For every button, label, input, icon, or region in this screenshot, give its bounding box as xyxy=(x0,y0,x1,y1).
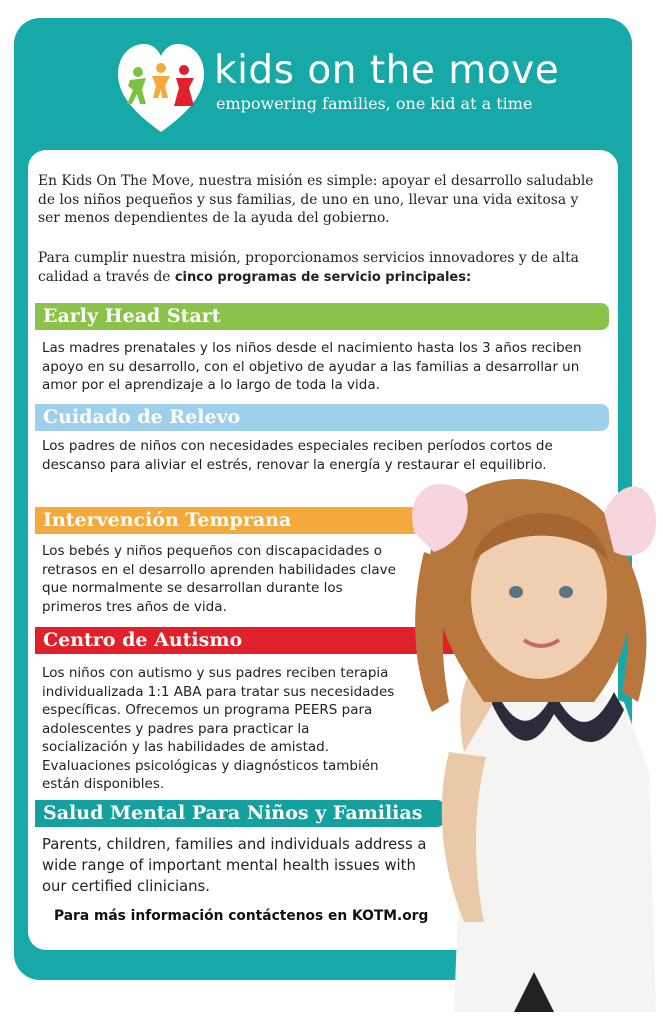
programs-intro-lead: Para cumplir nuestra misión, proporcionamos servicios innovadores y de alta calidad a través de xyxy=(38,250,579,285)
kids-heart-logo-icon xyxy=(116,42,206,134)
brand-title: kids on the move xyxy=(214,48,560,93)
program-heading-salud-mental: Salud Mental Para Niños y Familias xyxy=(35,800,445,827)
mission-paragraph: En Kids On The Move, nuestra misión es simple: apoyar el desarrollo saludable de los niños pequeños y sus familias, de uno en uno, llevar una vida exitosa y ser menos dependientes de la ayuda del gobierno. xyxy=(38,173,594,226)
girl-photo xyxy=(394,452,663,1024)
program-heading-cuidado-de-relevo: Cuidado de Relevo xyxy=(35,404,609,431)
contact-cta: Para más información contáctenos en KOTM.org xyxy=(54,908,429,924)
program-text-intervencion-temprana: Los bebés y niños pequeños con discapacidades o retrasos en el desarrollo aprenden habilidades clave que normalmente se desarrollan durante los primeros tres años de vida. xyxy=(42,543,396,615)
programs-intro xyxy=(38,249,598,287)
programs-intro-bold: cinco programas de servicio principales: xyxy=(174,269,472,285)
program-text-centro-de-autismo: Los niños con autismo y sus padres reciben terapia individualizada 1:1 ABA para tratar sus necesidades específicas. Ofrecemos un programa PEERS para adolescentes y padres para practicar la socialización y las habilidades de amistad. Evaluaciones psicológicas y diagnósticos también están disponibles. xyxy=(42,665,395,792)
program-heading-centro-de-autismo: Centro de Autismo xyxy=(35,627,609,654)
program-text-early-head-start: Las madres prenatales y los niños desde el nacimiento hasta los 3 años reciben apoyo en su desarrollo, con el objetivo de ayudar a las familias a desarrollar un amor por el aprendizaje a lo largo de toda la vida. xyxy=(42,340,582,393)
program-text-cuidado-de-relevo: Los padres de niños con necesidades especiales reciben períodos cortos de descanso para aliviar el estrés, renovar la energía y restaurar el equilibrio. xyxy=(42,438,553,473)
program-text-salud-mental: Parents, children, families and individuals address a wide range of important mental health issues with our certified clinicians. xyxy=(42,836,427,895)
program-heading-early-head-start: Early Head Start xyxy=(35,303,609,330)
program-heading-intervencion-temprana: Intervención Temprana xyxy=(35,507,455,534)
brand-tagline: empowering families, one kid at a time xyxy=(216,94,533,113)
